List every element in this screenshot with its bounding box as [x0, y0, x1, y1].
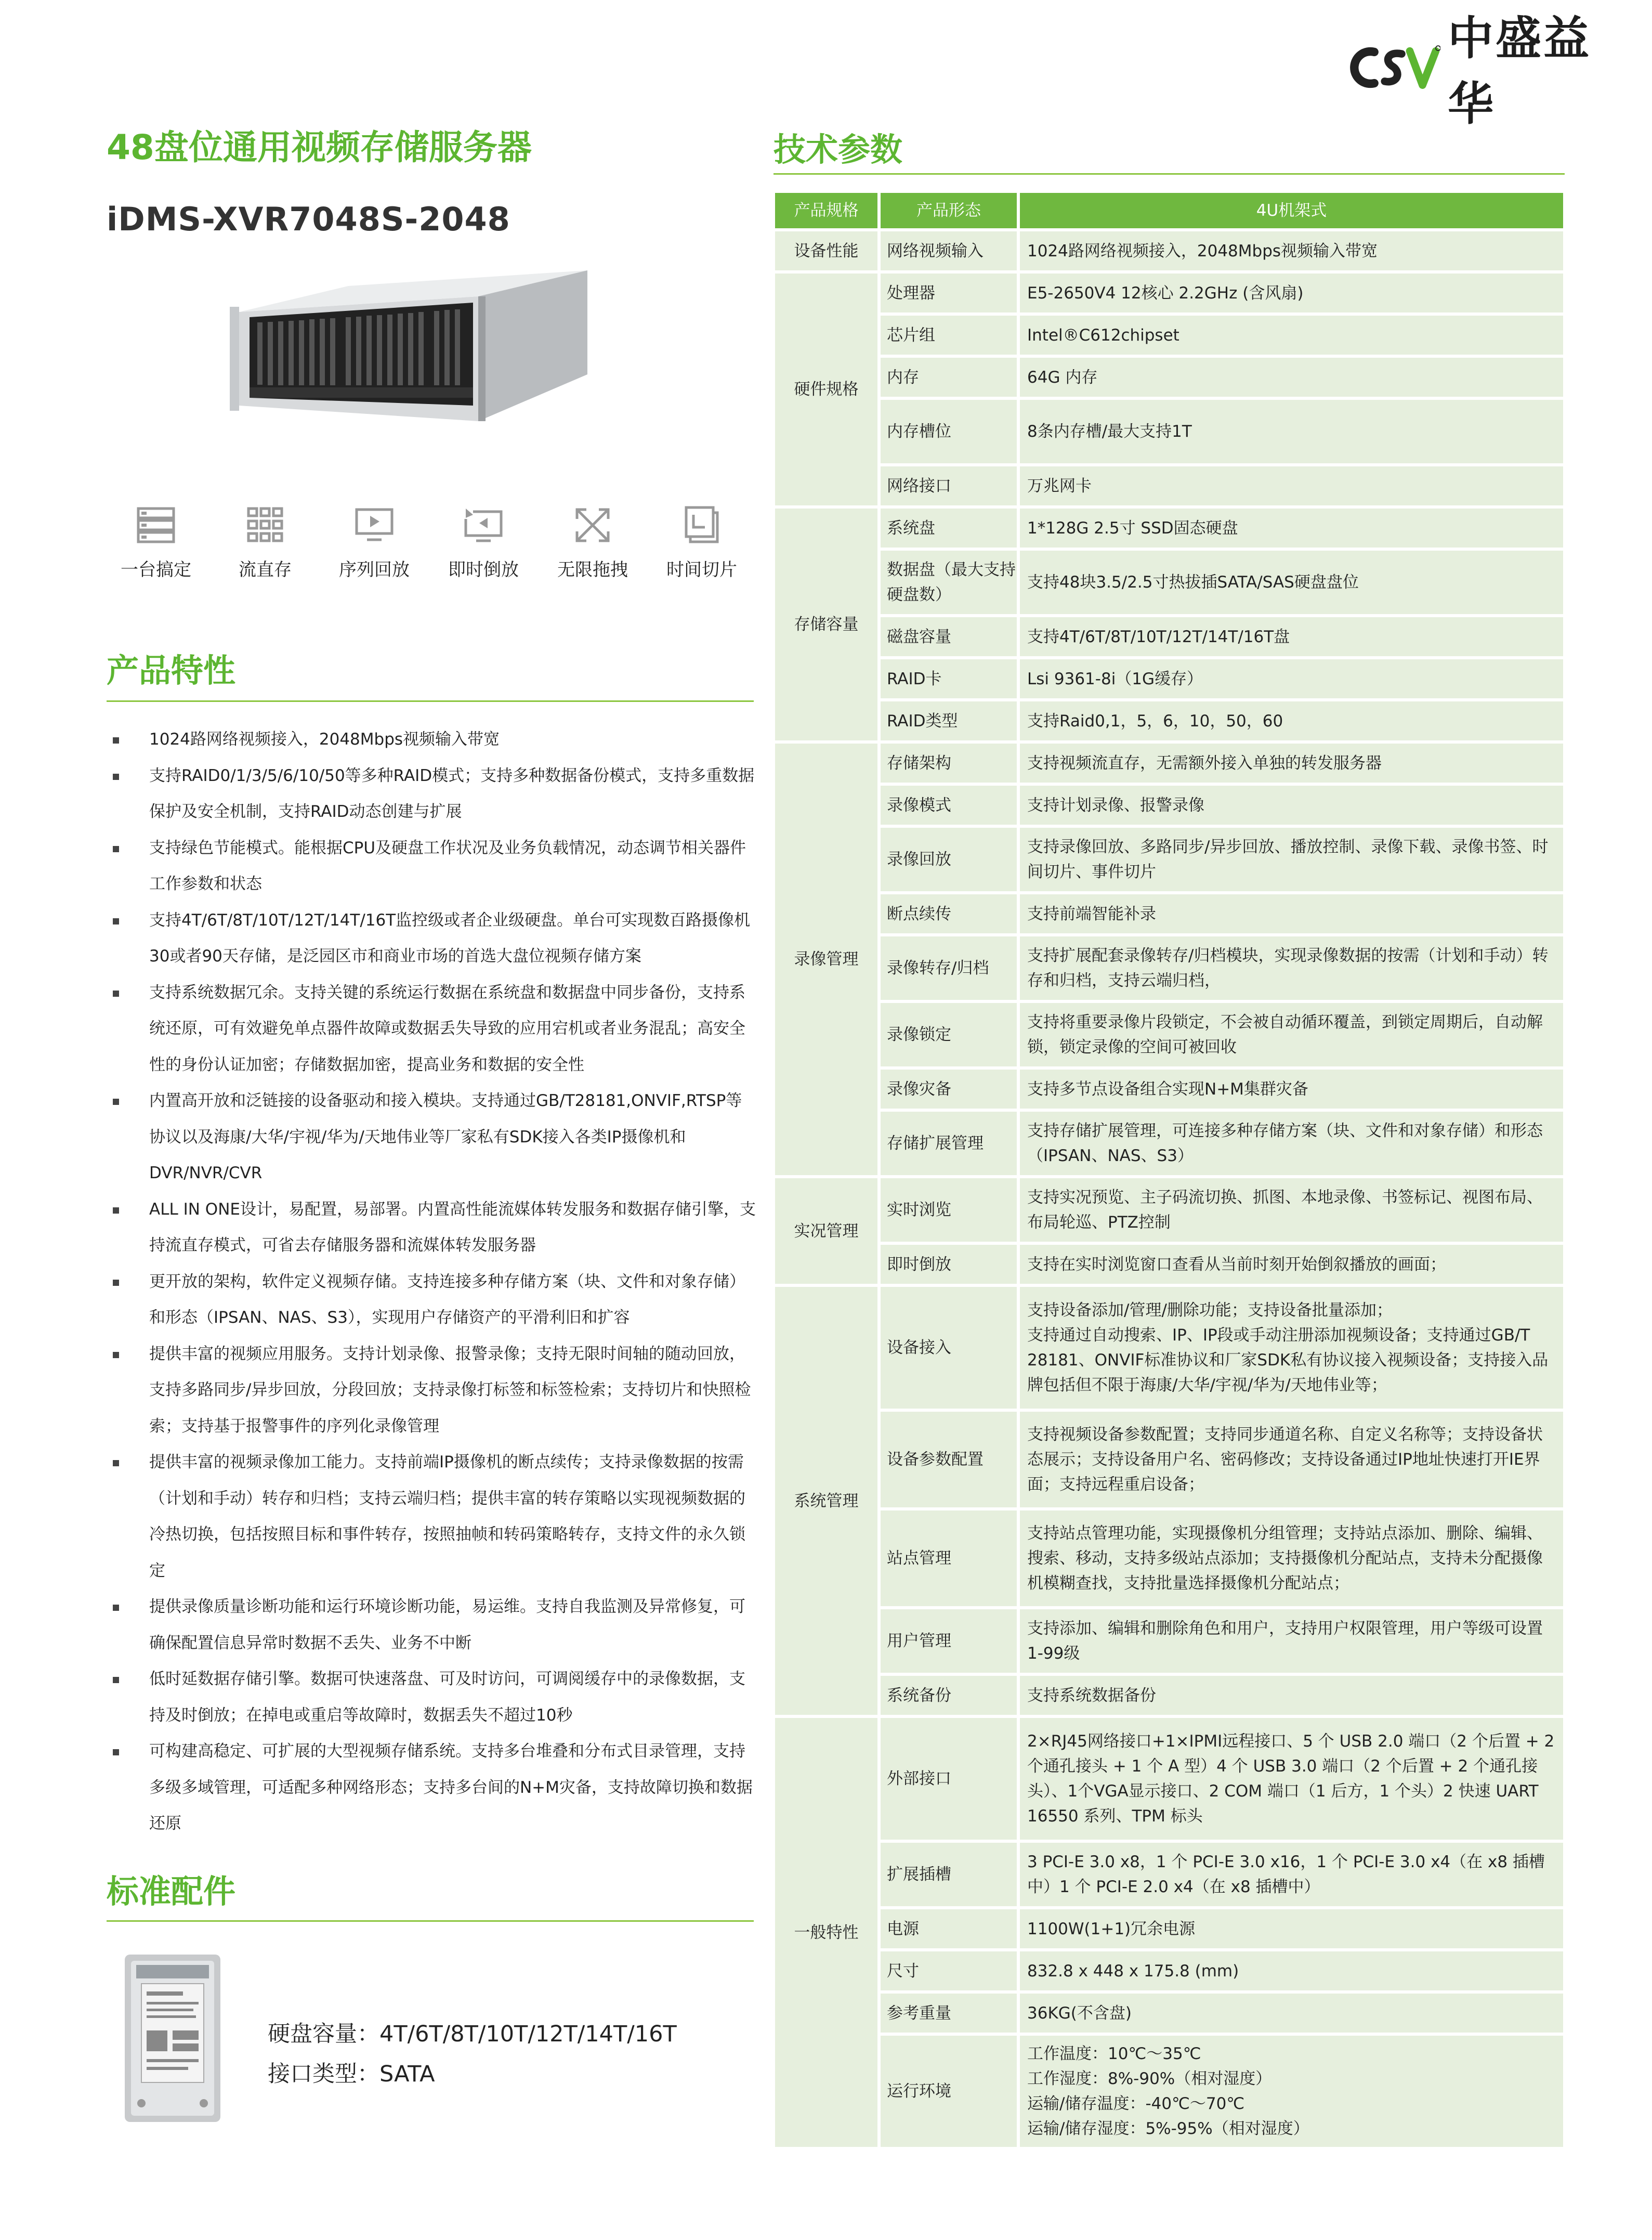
feature-icon-label: 时间切片: [666, 559, 737, 580]
spec-value-line: 工作温度：10℃～35℃: [1027, 2044, 1201, 2063]
spec-value: 支持录像回放、多路同步/异步回放、播放控制、录像下载、录像书签、时间切片、事件切片: [1018, 826, 1565, 893]
spec-category: 设备性能: [773, 230, 879, 272]
hard-drive-image: [121, 1952, 225, 2126]
spec-value: 1024路网络视频接入，2048Mbps视频输入带宽: [1018, 230, 1565, 272]
feature-icon-label: 即时倒放: [448, 559, 519, 580]
feature-item: 1024路网络视频接入，2048Mbps视频输入带宽: [107, 722, 756, 758]
feature-icon-label: 无限拖拽: [557, 559, 628, 580]
spec-row: [773, 2034, 1565, 2148]
spec-item: 系统盘: [879, 507, 1018, 549]
feature-item: 支持RAID0/1/3/5/6/10/50等多种RAID模式；支持多种数据备份模式，支持多重数据保护及安全机制，支持RAID动态创建与扩展: [107, 758, 756, 830]
spec-item: 数据盘（最大支持硬盘数）: [879, 549, 1018, 616]
spec-header-cell: 产品规格: [773, 191, 879, 230]
feature-icon-item: [216, 504, 314, 581]
spec-row: [773, 507, 1565, 549]
accessories-divider: [107, 1920, 754, 1922]
spec-item: 内存槽位: [879, 398, 1018, 465]
feature-item: 提供录像质量诊断功能和运行环境诊断功能，易运维。支持自我监测及异常修复，可确保配置信息异常时数据不丢失、业务不中断: [107, 1589, 756, 1661]
spec-value: 支持前端智能补录: [1018, 893, 1565, 935]
product-model: iDMS-XVR7048S-2048: [107, 200, 510, 238]
spec-item: 站点管理: [879, 1509, 1018, 1608]
spec-item: 内存: [879, 356, 1018, 398]
accessory-capacity: 硬盘容量：4T/6T/8T/10T/12T/14T/16T: [268, 2021, 677, 2047]
spec-row: [773, 616, 1565, 658]
spec-item: 电源: [879, 1908, 1018, 1950]
spec-row: [773, 1992, 1565, 2034]
spec-value: [1018, 2034, 1565, 2148]
spec-value: 8条内存槽/最大支持1T: [1018, 398, 1565, 465]
feature-icon-item: [107, 504, 205, 581]
spec-row: [773, 230, 1565, 272]
spec-item: 实时浏览: [879, 1177, 1018, 1243]
spec-item: 用户管理: [879, 1608, 1018, 1674]
playback-icon: [353, 504, 395, 546]
spec-value: 支持将重要录像片段锁定，不会被自动循环覆盖，到锁定周期后，自动解锁，锁定录像的空间可被回收: [1018, 1001, 1565, 1068]
spec-value: 支持Raid0,1，5，6，10，50，60: [1018, 700, 1565, 742]
spec-value: 支持扩展配套录像转存/归档模块，实现录像数据的按需（计划和手动）转存和归档，支持云端归档，: [1018, 935, 1565, 1001]
spec-row: [773, 784, 1565, 826]
feature-icon-item: [434, 504, 533, 581]
spec-row: [773, 1110, 1565, 1177]
spec-item: 设备参数配置: [879, 1410, 1018, 1509]
spec-item: 断点续传: [879, 893, 1018, 935]
spec-item: 系统备份: [879, 1674, 1018, 1716]
grid-stream-icon: [244, 504, 286, 546]
specs-divider: [773, 173, 1565, 175]
spec-table: [773, 191, 1565, 2148]
spec-value: 64G 内存: [1018, 356, 1565, 398]
spec-value: 支持添加、编辑和删除角色和用户，支持用户权限管理，用户等级可设置1-99级: [1018, 1608, 1565, 1674]
product-title: 48盘位通用视频存储服务器: [107, 127, 532, 167]
spec-value: 832.8 x 448 x 175.8 (mm): [1018, 1950, 1565, 1992]
spec-value: 支持计划录像、报警录像: [1018, 784, 1565, 826]
server-image: [229, 265, 593, 439]
spec-item: 磁盘容量: [879, 616, 1018, 658]
spec-category: 硬件规格: [773, 272, 879, 507]
spec-row: [773, 1410, 1565, 1509]
spec-item: 运行环境: [879, 2034, 1018, 2148]
feature-item: 支持4T/6T/8T/10T/12T/14T/16T监控级或者企业级硬盘。单台可实现数百路摄像机30或者90天存储，是泛园区市和商业市场的首选大盘位视频存储方案: [107, 903, 756, 975]
spec-header-row: [773, 191, 1565, 230]
spec-item: RAID类型: [879, 700, 1018, 742]
features-heading: 产品特性: [107, 652, 236, 689]
spec-value: 支持存储扩展管理，可连接多种存储方案（块、文件和对象存储）和形态（IPSAN、NAS、S3）: [1018, 1110, 1565, 1177]
feature-icon-label: 序列回放: [339, 559, 410, 580]
spec-row: [773, 1841, 1565, 1908]
rewind-icon: [463, 504, 504, 546]
spec-category: 存储容量: [773, 507, 879, 742]
spec-row: [773, 356, 1565, 398]
spec-item: 处理器: [879, 272, 1018, 314]
specs-heading: 技术参数: [773, 131, 903, 168]
spec-value-line: 支持通过自动搜索、IP、IP段或手动注册添加视频设备；支持通过GB/T 28181、ONVIF标准协议和厂家SDK私有协议接入视频设备；支持接入品牌包括但不限于海康/大华/宇视/华为/天地伟业等；: [1027, 1326, 1549, 1395]
spec-row: [773, 1509, 1565, 1608]
spec-header-cell: 产品形态: [879, 191, 1018, 230]
spec-value: 36KG(不含盘): [1018, 1992, 1565, 2034]
spec-row: [773, 549, 1565, 616]
spec-value: 3 PCI-E 3.0 x8，1 个 PCI-E 3.0 x16，1 个 PCI-E 3.0 x4（在 x8 插槽中）1 个 PCI-E 2.0 x4（在 x8 插槽中）: [1018, 1841, 1565, 1908]
spec-row: [773, 1716, 1565, 1841]
feature-icon-label: 一台搞定: [121, 559, 191, 580]
server-stack-icon: [135, 504, 177, 546]
spec-item: 存储架构: [879, 742, 1018, 784]
csv-logo-icon: [1341, 39, 1440, 96]
spec-item: 扩展插槽: [879, 1841, 1018, 1908]
spec-row: [773, 1177, 1565, 1243]
spec-value: 支持视频流直存，无需额外接入单独的转发服务器: [1018, 742, 1565, 784]
spec-row: [773, 1068, 1565, 1110]
spec-value: 支持48块3.5/2.5寸热拔插SATA/SAS硬盘盘位: [1018, 549, 1565, 616]
features-divider: [107, 700, 754, 702]
spec-row: [773, 1950, 1565, 1992]
spec-row: [773, 935, 1565, 1001]
feature-item: 可构建高稳定、可扩展的大型视频存储系统。支持多台堆叠和分布式目录管理，支持多级多域管理，可适配多种网络形态；支持多台间的N+M灾备，支持故障切换和数据还原: [107, 1734, 756, 1842]
spec-item: RAID卡: [879, 658, 1018, 700]
spec-row: [773, 742, 1565, 784]
feature-item: 低时延数据存储引擎。数据可快速落盘、可及时访问，可调阅缓存中的录像数据，支持及时倒放；在掉电或重启等故障时，数据丢失不超过10秒: [107, 1661, 756, 1734]
spec-value: E5-2650V4 12核心 2.2GHz (含风扇): [1018, 272, 1565, 314]
feature-icon-item: [325, 504, 424, 581]
accessory-interface: 接口类型：SATA: [268, 2061, 435, 2087]
spec-row: [773, 700, 1565, 742]
spec-row: [773, 1243, 1565, 1285]
spec-value-line: 运输/储存温度：-40℃～70℃: [1027, 2094, 1245, 2113]
spec-value: 支持站点管理功能，实现摄像机分组管理；支持站点添加、删除、编辑、搜索、移动，支持多级站点添加；支持摄像机分配站点，支持未分配摄像机模糊查找，支持批量选择摄像机分配站点；: [1018, 1509, 1565, 1608]
spec-item: 录像回放: [879, 826, 1018, 893]
spec-row: [773, 465, 1565, 507]
spec-value-line: 工作湿度：8%-90%（相对湿度）: [1027, 2069, 1272, 2088]
clip-icon: [681, 504, 723, 546]
feature-item: 提供丰富的视频应用服务。支持计划录像、报警录像；支持无限时间轴的随动回放，支持多路同步/异步回放，分段回放；支持录像打标签和标签检索；支持切片和快照检索；支持基于报警事件的序列化录像管理: [107, 1336, 756, 1445]
spec-value: 支持系统数据备份: [1018, 1674, 1565, 1716]
spec-item: 网络接口: [879, 465, 1018, 507]
spec-value: [1018, 1285, 1565, 1410]
spec-row: [773, 398, 1565, 465]
spec-row: [773, 1908, 1565, 1950]
feature-icon-item: [543, 504, 642, 581]
feature-icon-row: [107, 504, 756, 608]
spec-item: 录像灾备: [879, 1068, 1018, 1110]
feature-icon-item: [652, 504, 751, 581]
spec-value: 万兆网卡: [1018, 465, 1565, 507]
spec-item: 录像锁定: [879, 1001, 1018, 1068]
spec-value: 支持在实时浏览窗口查看从当前时刻开始倒叙播放的画面；: [1018, 1243, 1565, 1285]
feature-icon-label: 流直存: [239, 559, 292, 580]
feature-item: 提供丰富的视频录像加工能力。支持前端IP摄像机的断点续传；支持录像数据的按需（计划和手动）转存和归档；支持云端归档；提供丰富的转存策略以实现视频数据的冷热切换，包括按照目标和事件转存，按照抽帧和转码策略转存，支持文件的永久锁定: [107, 1444, 756, 1589]
spec-value-line: 支持设备添加/管理/删除功能；支持设备批量添加；: [1027, 1301, 1393, 1320]
spec-value: 支持4T/6T/8T/10T/12T/14T/16T盘: [1018, 616, 1565, 658]
spec-item: 参考重量: [879, 1992, 1018, 2034]
feature-list: [107, 722, 756, 1842]
spec-item: 网络视频输入: [879, 230, 1018, 272]
spec-value: 1*128G 2.5寸 SSD固态硬盘: [1018, 507, 1565, 549]
spec-category: 一般特性: [773, 1716, 879, 2148]
feature-item: 内置高开放和泛链接的设备驱动和接入模块。支持通过GB/T28181,ONVIF,RTSP等协议以及海康/大华/宇视/华为/天地伟业等厂家私有SDK接入各类IP摄像机和DVR/NVR/CVR: [107, 1083, 756, 1192]
spec-row: [773, 1285, 1565, 1410]
spec-item: 尺寸: [879, 1950, 1018, 1992]
spec-row: [773, 1608, 1565, 1674]
spec-item: 外部接口: [879, 1716, 1018, 1841]
feature-item: 更开放的架构，软件定义视频存储。支持连接多种存储方案（块、文件和对象存储）和形态（IPSAN、NAS、S3），实现用户存储资产的平滑利旧和扩容: [107, 1264, 756, 1336]
accessories-heading: 标准配件: [107, 1872, 236, 1910]
spec-value: 2×RJ45网络接口+1×IPMI远程接口、5 个 USB 2.0 端口（2 个后置 + 2 个通孔接头 + 1 个 A 型）4 个 USB 3.0 端口（2 个后置 + 2 个通孔接头）、1个VGA显示接口、2 COM 端口（1 后方，1 个头）2 快速 UART 16550 系列、TPM 标头: [1018, 1716, 1565, 1841]
spec-value: 支持多节点设备组合实现N+M集群灾备: [1018, 1068, 1565, 1110]
spec-row: [773, 314, 1565, 356]
spec-item: 存储扩展管理: [879, 1110, 1018, 1177]
spec-value: 支持实况预览、主子码流切换、抓图、本地录像、书签标记、视图布局、布局轮巡、PTZ控制: [1018, 1177, 1565, 1243]
spec-row: [773, 1674, 1565, 1716]
spec-value: 1100W(1+1)冗余电源: [1018, 1908, 1565, 1950]
spec-item: 录像模式: [879, 784, 1018, 826]
feature-item: ALL IN ONE设计，易配置，易部署。内置高性能流媒体转发服务和数据存储引擎，支持流直存模式，可省去存储服务器和流媒体转发服务器: [107, 1192, 756, 1264]
spec-item: 芯片组: [879, 314, 1018, 356]
spec-value: Lsi 9361-8i（1G缓存）: [1018, 658, 1565, 700]
spec-row: [773, 893, 1565, 935]
spec-row: [773, 658, 1565, 700]
spec-value: Intel®C612chipset: [1018, 314, 1565, 356]
spec-row: [773, 1001, 1565, 1068]
spec-row: [773, 826, 1565, 893]
spec-category: 录像管理: [773, 742, 879, 1177]
spec-item: 即时倒放: [879, 1243, 1018, 1285]
spec-value-line: 运输/储存湿度：5%-95%（相对湿度）: [1027, 2119, 1309, 2138]
spec-category: 实况管理: [773, 1177, 879, 1285]
spec-item: 设备接入: [879, 1285, 1018, 1410]
spec-row: [773, 272, 1565, 314]
spec-category: 系统管理: [773, 1285, 879, 1716]
spec-item: 录像转存/归档: [879, 935, 1018, 1001]
spec-value: 支持视频设备参数配置；支持同步通道名称、自定义名称等；支持设备状态展示；支持设备用户名、密码修改；支持设备通过IP地址快速打开IE界面；支持远程重启设备；: [1018, 1410, 1565, 1509]
feature-item: 支持绿色节能模式。能根据CPU及硬盘工作状况及业务负载情况，动态调节相关器件工作参数和状态: [107, 830, 756, 903]
feature-item: 支持系统数据冗余。支持关键的系统运行数据在系统盘和数据盘中同步备份，支持系统还原，可有效避免单点器件故障或数据丢失导致的应用宕机或者业务混乱；高安全性的身份认证加密；存储数据加密，提高业务和数据的安全性: [107, 975, 756, 1084]
brand-name: 中盛益华: [1448, 11, 1592, 131]
spec-header-cell: 4U机架式: [1018, 191, 1565, 230]
brand-logo: [1341, 11, 1622, 131]
expand-arrows-icon: [572, 504, 613, 546]
